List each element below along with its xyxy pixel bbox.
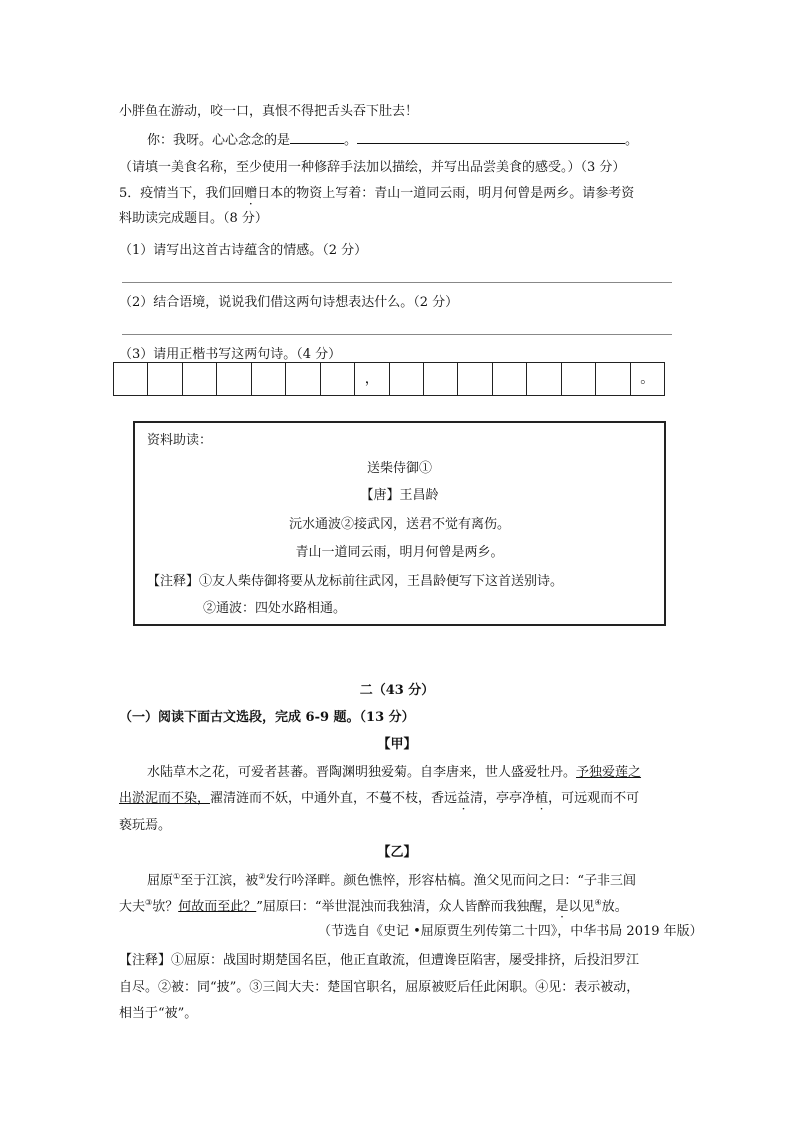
- q4-line2-mid: 。: [344, 133, 358, 148]
- poem-verse-1: 沅水通波②接武冈，送君不觉有离伤。: [288, 517, 510, 532]
- yi-line1: [147, 872, 636, 889]
- q5-stem-part-a: 5．疫情当下，我们回: [119, 186, 245, 201]
- yi-text: 至于江滨，被: [180, 873, 259, 889]
- poem-verse-2: 青山一道同云雨，明月何曾是两乡。: [295, 545, 504, 560]
- grid-cell[interactable]: [252, 363, 286, 395]
- yi-text: 以见: [568, 899, 595, 915]
- section-title: 二（43 分）: [359, 683, 435, 698]
- material-box: [133, 421, 666, 626]
- footnote-marker: ①: [173, 872, 181, 881]
- jia-text: 清，亭亭净: [470, 791, 536, 806]
- grid-cell[interactable]: [527, 363, 561, 395]
- jia-line2: [119, 791, 639, 807]
- footnote-marker: ④: [594, 898, 602, 907]
- yi-text: 放。: [601, 899, 628, 915]
- jia-line1: [147, 765, 641, 781]
- q5-sub2-answer-line[interactable]: [122, 334, 672, 335]
- grid-cell[interactable]: [148, 363, 182, 395]
- q5-sub1: （1）请写出这首古诗蕴含的情感。（2 分）: [119, 243, 368, 258]
- section-subtitle: （一）阅读下面古文选段，完成 6-9 题。（13 分）: [119, 710, 415, 725]
- jia-dotted-char: 植: [535, 791, 549, 806]
- q4-line2-end: 。: [625, 133, 639, 148]
- q4-instruction: （请填一美食名称，至少使用一种修辞手法加以描绘，并写出品尝美食的感受。）（3 分）: [119, 160, 626, 175]
- grid-cell[interactable]: [596, 363, 630, 395]
- q5-sub1-answer-line[interactable]: [122, 282, 672, 283]
- yi-note-2: 自尽。②被：同“披”。③三闾大夫：楚国官职名，屈原被贬后任此闲职。④见：表示被动，: [119, 980, 640, 995]
- q4-line1: 小胖鱼在游动，咬一口，真恨不得把舌头吞下肚去！: [119, 104, 419, 119]
- yi-underlined: 何故而至此？: [178, 899, 257, 915]
- passage-jia-label: 【甲】: [377, 737, 417, 752]
- grid-cell[interactable]: [217, 363, 251, 395]
- q5-sub2: （2）结合语境，说说我们借这两句诗想表达什么。（2 分）: [119, 295, 459, 310]
- yi-text: 发行吟泽畔。颜色憔悴，形容枯槁。渔父见而问之曰：“子非三闾: [265, 873, 637, 889]
- grid-cell[interactable]: [493, 363, 527, 395]
- jia-line3: 亵玩焉。: [119, 818, 172, 833]
- grid-cell[interactable]: [458, 363, 492, 395]
- q5-stem-part-b: 日本的物资上写着：青山一道同云雨，明月何曾是两乡。请参考资: [257, 186, 635, 201]
- jia-text: 濯清涟而不妖，中通外直，不蔓不枝，香远: [210, 791, 458, 806]
- yi-text: 欤？: [152, 899, 179, 915]
- yi-source: （节选自《史记 •屈原贾生列传第二十四》，中华书局 2019 年版）: [318, 924, 703, 939]
- jia-underlined: 予独爱莲之: [576, 765, 642, 780]
- material-heading: 资料助读：: [147, 433, 213, 448]
- q4-line2-prefix: 你：我呀。心心念念的是: [147, 133, 291, 148]
- grid-cell[interactable]: [424, 363, 458, 395]
- grid-cell[interactable]: [390, 363, 424, 395]
- yi-note-3: 相当于“被”。: [119, 1006, 198, 1021]
- yi-text: 屈原: [147, 873, 174, 889]
- yi-note-1: 【注释】①屈原：战国时期楚国名臣，他正直敢流，但遭谗臣陷害，屡受排挤，后投汨罗江: [119, 953, 640, 968]
- yi-dotted-char: 是: [555, 899, 569, 915]
- q4-blank-food[interactable]: [290, 143, 344, 144]
- jia-text: ，可远观而不可: [548, 791, 640, 806]
- q5-stem-line1: [119, 186, 634, 202]
- poem-note-2: ②通波：四处水路相通。: [203, 601, 347, 616]
- q5-stem-line2: 料助读完成题目。（8 分）: [119, 211, 268, 226]
- jia-text: 水陆草木之花，可爱者甚蕃。晋陶渊明独爱菊。自李唐来，世人盛爱牡丹。: [147, 765, 577, 780]
- poem-note-1: 【注释】①友人柴侍御将要从龙标前往武冈，王昌龄便写下这首送别诗。: [147, 574, 564, 589]
- footnote-marker: ③: [145, 898, 153, 907]
- grid-cell[interactable]: [321, 363, 355, 395]
- grid-cell-comma: ，: [355, 363, 389, 395]
- grid-cell[interactable]: [562, 363, 596, 395]
- poem-title: 送柴侍御①: [366, 461, 432, 476]
- q5-stem-dotted-char: 赠: [244, 186, 258, 201]
- grid-cell[interactable]: [286, 363, 320, 395]
- q4-line2: [147, 133, 638, 149]
- footnote-marker: ②: [258, 872, 266, 881]
- q5-sub3: （3）请用正楷书写这两句诗。（4 分）: [119, 347, 342, 362]
- q4-blank-description[interactable]: [357, 143, 625, 144]
- grid-cell[interactable]: [114, 363, 148, 395]
- jia-underlined: 出淤泥而不染，: [119, 791, 211, 806]
- yi-text: 大夫: [119, 899, 146, 915]
- yi-line2: [119, 898, 628, 915]
- grid-cell[interactable]: [183, 363, 217, 395]
- passage-yi-label: 【乙】: [377, 845, 417, 860]
- poem-author: 【唐】王昌龄: [360, 488, 439, 503]
- yi-text: ”屈原曰：“举世混浊而我独清，众人皆醉而我独醒，: [256, 899, 556, 915]
- grid-cell-period: 。: [640, 370, 655, 387]
- q5-writing-grid: [113, 362, 665, 396]
- jia-dotted-char: 益: [457, 791, 471, 806]
